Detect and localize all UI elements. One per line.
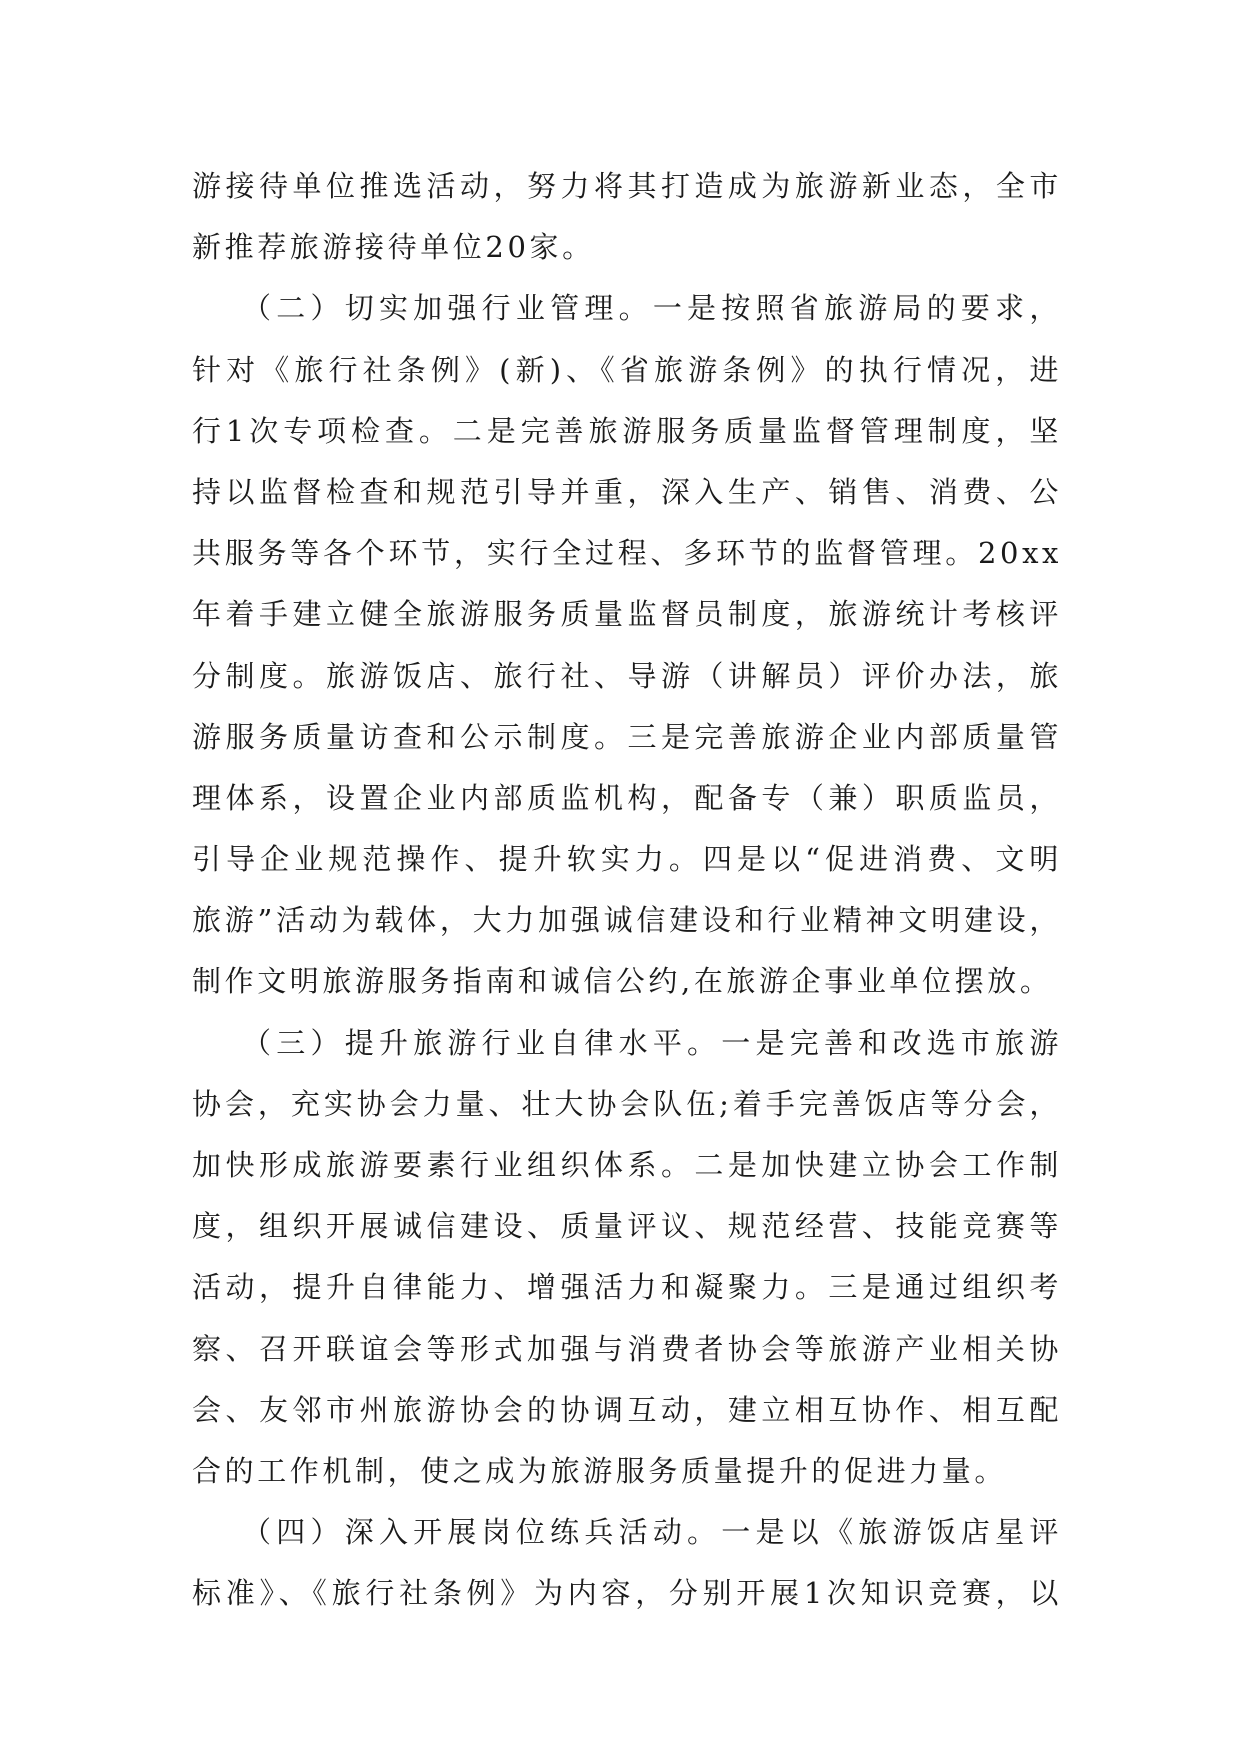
paragraph-3-line-1: （三）提升旅游行业自律水平。一是完善和改选市旅游 — [242, 1025, 1062, 1060]
paragraph-3-line-5: 活动，提升自律能力、增强活力和凝聚力。三是通过组织考 — [192, 1270, 1062, 1305]
paragraph-2-line-7: 分制度。旅游饭店、旅行社、导游（讲解员）评价办法，旅 — [192, 658, 1062, 693]
paragraph-3-line-2: 协会，充实协会力量、壮大协会队伍;着手完善饭店等分会， — [192, 1086, 1062, 1121]
paragraph-2-line-8: 游服务质量访查和公示制度。三是完善旅游企业内部质量管 — [192, 719, 1062, 754]
paragraph-2-line-10: 引导企业规范操作、提升软实力。四是以“促进消费、文明 — [192, 842, 1062, 877]
paragraph-4-line-2: 标准》、《旅行社条例》为内容，分别开展1次知识竞赛，以 — [192, 1576, 1062, 1611]
paragraph-2-line-3: 行1次专项检查。二是完善旅游服务质量监督管理制度，坚 — [192, 413, 1062, 448]
paragraph-1-line-1: 游接待单位推选活动，努力将其打造成为旅游新业态，全市 — [192, 169, 1062, 203]
paragraph-2-line-6: 年着手建立健全旅游服务质量监督员制度，旅游统计考核评 — [192, 597, 1062, 632]
paragraph-2-line-5: 共服务等各个环节，实行全过程、多环节的监督管理。20xx — [192, 536, 1062, 571]
paragraph-4-line-1: （四）深入开展岗位练兵活动。一是以《旅游饭店星评 — [242, 1515, 1062, 1550]
paragraph-2-line-12: 制作文明旅游服务指南和诚信公约,在旅游企事业单位摆放。 — [192, 964, 1053, 999]
paragraph-1-line-2: 新推荐旅游接待单位20家。 — [192, 230, 595, 265]
paragraph-2-line-2: 针对《旅行社条例》(新)、《省旅游条例》的执行情况，进 — [192, 352, 1062, 387]
paragraph-3-line-3: 加快形成旅游要素行业组织体系。二是加快建立协会工作制 — [192, 1148, 1062, 1182]
paragraph-3-line-4: 度，组织开展诚信建设、质量评议、规范经营、技能竞赛等 — [192, 1209, 1062, 1244]
paragraph-3-line-6: 察、召开联谊会等形式加强与消费者协会等旅游产业相关协 — [192, 1331, 1062, 1366]
paragraph-2-line-4: 持以监督检查和规范引导并重，深入生产、销售、消费、公 — [192, 474, 1062, 509]
document-body — [192, 156, 1062, 1625]
paragraph-2-line-11: 旅游”活动为载体，大力加强诚信建设和行业精神文明建设， — [192, 903, 1062, 938]
paragraph-3-line-8: 合的工作机制，使之成为旅游服务质量提升的促进力量。 — [192, 1453, 1008, 1488]
paragraph-2-line-9: 理体系，设置企业内部质监机构，配备专（兼）职质监员， — [192, 780, 1062, 815]
paragraph-3-line-7: 会、友邻市州旅游协会的协调互动，建立相互协作、相互配 — [192, 1392, 1062, 1427]
paragraph-2-line-1: （二）切实加强行业管理。一是按照省旅游局的要求， — [242, 291, 1062, 326]
